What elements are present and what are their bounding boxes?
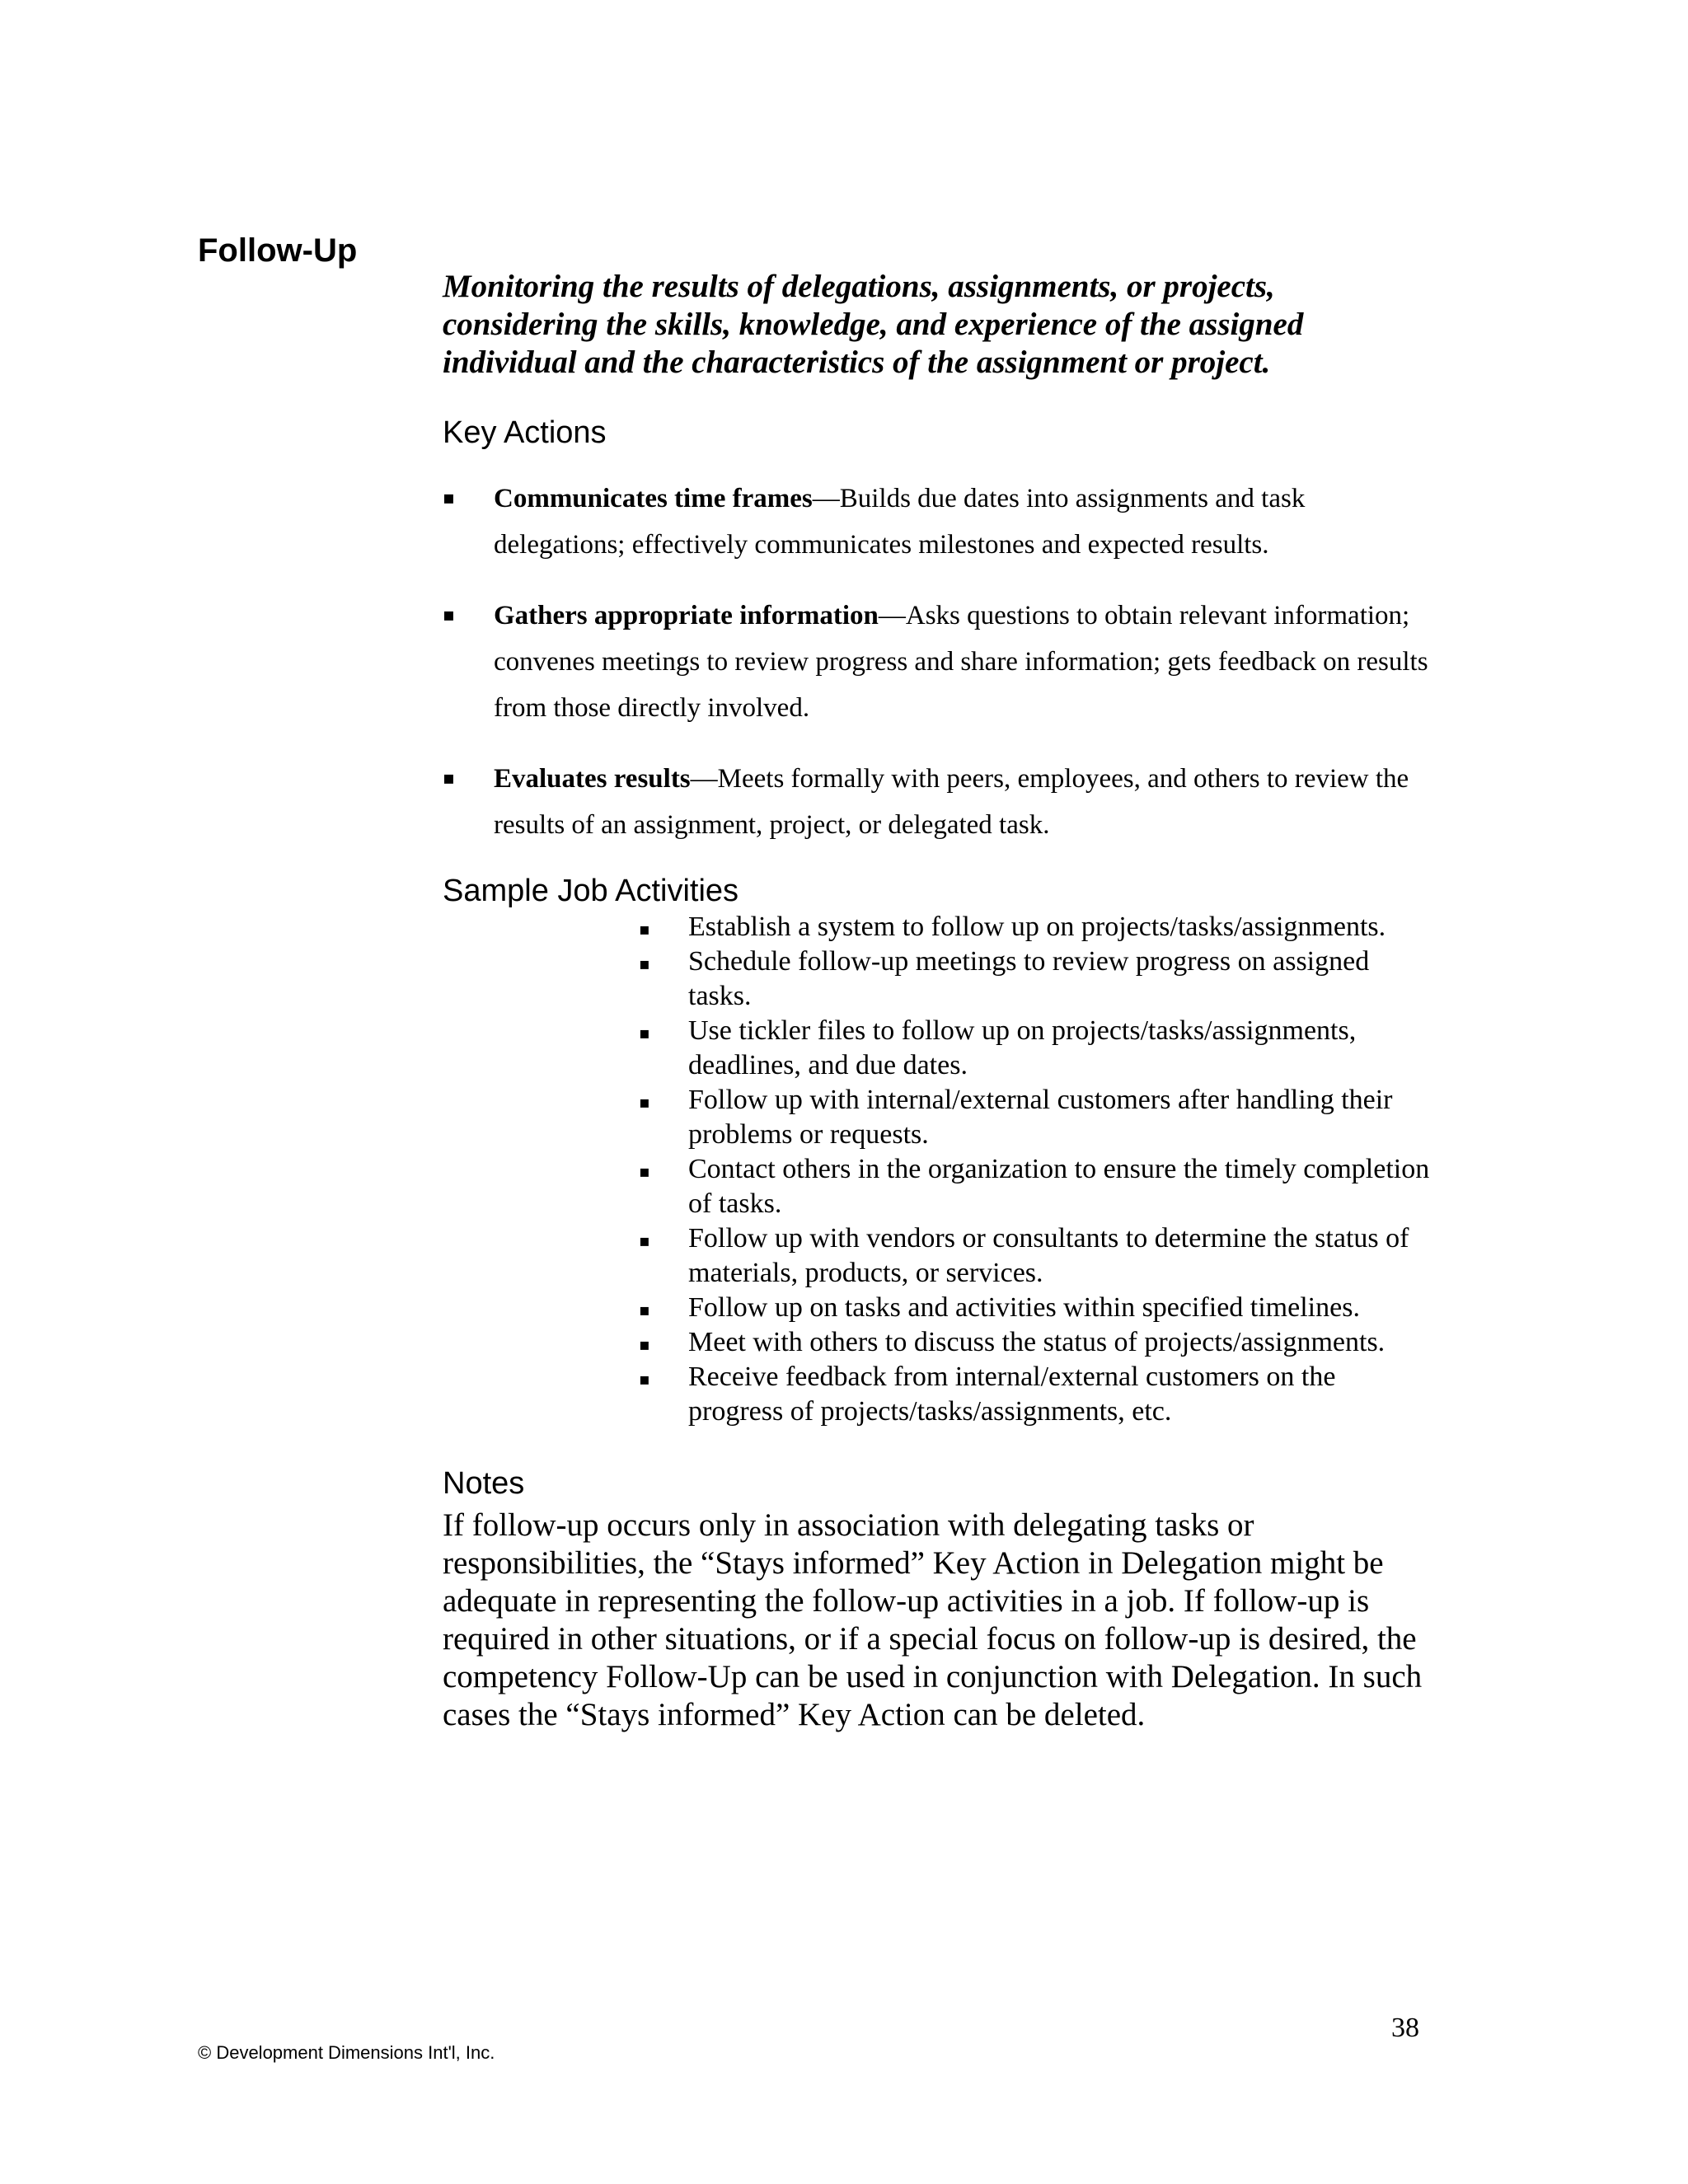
square-bullet-icon: ▪ — [443, 604, 455, 626]
key-action-description: —Asks questions to obtain relevant information; convenes meetings to review progress and share information; gets feedback on results from those directly involved. — [494, 600, 1428, 723]
activity-text: Follow up with internal/external customers after handling their problems or requests. — [688, 1085, 1393, 1151]
square-bullet-icon: ▪ — [443, 487, 455, 509]
key-action-item — [443, 593, 1433, 731]
key-action-item — [443, 476, 1433, 568]
key-action-item — [443, 756, 1433, 848]
activity-text: Contact others in the organization to ensure the timely completion of tasks. — [688, 1154, 1430, 1220]
activity-text: Establish a system to follow up on projects/tasks/assignments. — [688, 912, 1386, 943]
activity-item — [639, 1360, 1430, 1429]
square-bullet-icon: ▪ — [639, 1023, 650, 1043]
activity-text: Follow up on tasks and activities within specified timelines. — [688, 1292, 1360, 1324]
activity-item — [639, 1152, 1430, 1221]
activity-item — [639, 910, 1430, 944]
square-bullet-icon: ▪ — [639, 1334, 650, 1355]
activity-item — [639, 1083, 1430, 1152]
activity-text: Follow up with vendors or consultants to determine the status of materials, products, or services. — [688, 1223, 1409, 1289]
notes-heading: Notes — [443, 1466, 525, 1502]
activity-item — [639, 1325, 1430, 1360]
page-number: 38 — [1391, 2013, 1419, 2043]
activity-text: Schedule follow-up meetings to review progress on assigned tasks. — [688, 946, 1370, 1012]
key-actions-heading: Key Actions — [443, 415, 607, 450]
square-bullet-icon: ▪ — [639, 1092, 650, 1113]
key-action-description: —Meets formally with peers, employees, and others to review the results of an assignment, project, or delegated task. — [494, 763, 1409, 840]
activity-item — [639, 1221, 1430, 1291]
key-action-term: Gathers appropriate information — [494, 600, 879, 630]
activity-item — [639, 1291, 1430, 1325]
key-actions-list — [443, 476, 1432, 848]
square-bullet-icon: ▪ — [639, 1369, 650, 1390]
activity-text: Use tickler files to follow up on projects/tasks/assignments, deadlines, and due dates. — [688, 1015, 1357, 1081]
activity-text: Receive feedback from internal/external customers on the progress of projects/tasks/assignments, etc. — [688, 1361, 1336, 1427]
square-bullet-icon: ▪ — [639, 954, 650, 974]
footer-copyright: © Development Dimensions Int'l, Inc. — [198, 2042, 495, 2063]
page-title: Follow-Up — [198, 232, 358, 269]
activity-item — [639, 1014, 1430, 1083]
square-bullet-icon: ▪ — [639, 1161, 650, 1182]
key-action-description: —Builds due dates into assignments and task delegations; effectively communicates milestones and expected results. — [494, 483, 1306, 560]
square-bullet-icon: ▪ — [443, 767, 455, 789]
square-bullet-icon: ▪ — [639, 1300, 650, 1320]
key-action-term: Evaluates results — [494, 763, 691, 794]
notes-body: If follow-up occurs only in association with delegating tasks or responsibilities, the “Stays informed” Key Action in Delegation might be adequate in representing the follow-up activities in a job. If follow-up is required in other situations, or if a special focus on follow-up is desired, the competency Follow-Up can be used in conjunction with Delegation. In such cases the “Stays informed” Key Action can be deleted. — [443, 1507, 1423, 1732]
sample-activities-list — [639, 910, 1432, 1429]
square-bullet-icon: ▪ — [639, 919, 650, 940]
activity-text: Meet with others to discuss the status of projects/assignments. — [688, 1327, 1386, 1358]
square-bullet-icon: ▪ — [639, 1230, 650, 1251]
activity-item — [639, 944, 1430, 1014]
competency-definition: Monitoring the results of delegations, assignments, or projects, considering the skills, knowledge, and experience of the assigned individual and the characteristics of the assignment or project. — [443, 269, 1304, 380]
main-content — [443, 268, 1432, 1734]
key-action-term: Communicates time frames — [494, 483, 813, 513]
sample-activities-heading: Sample Job Activities — [443, 873, 739, 908]
